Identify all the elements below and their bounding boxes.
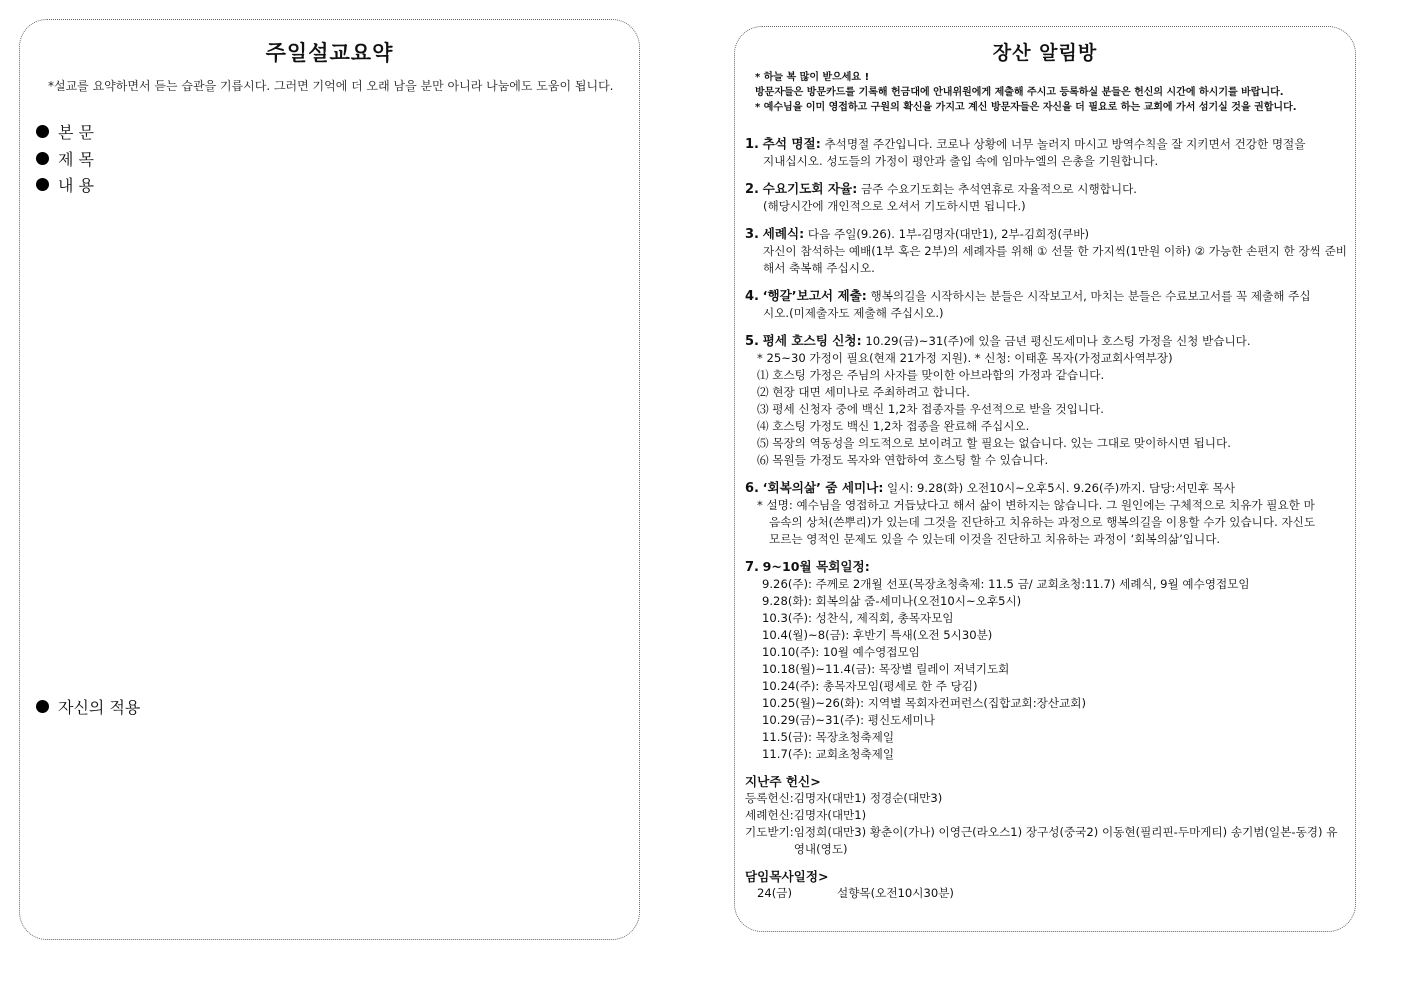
announcement-item-4 (745, 287, 1347, 322)
item-number: 2. (745, 182, 759, 197)
offering-label: 세례헌신: (745, 808, 794, 822)
item-text: (해당시간에 개인적으로 오셔서 기도하시면 됩니다.) (763, 199, 1026, 213)
announcement-list (745, 135, 1347, 912)
notice-line: 방문자들은 방문카드를 기록해 헌금대에 안내위원에게 제출해 주시고 등록하실 분들은 헌신의 시간에 하시기를 바랍니다. (755, 87, 1284, 98)
bullet-dot-icon (36, 700, 49, 713)
bullet-content (36, 173, 94, 196)
item-title: 추석 명절: (762, 136, 821, 151)
item-title: 수요기도회 자율: (762, 181, 858, 196)
item-number: 4. (745, 289, 759, 304)
bullet-scripture (36, 120, 94, 143)
schedule-line: 11.7(주): 교회초청축제일 (762, 747, 895, 761)
item-text: 추석명절 주간입니다. 코로나 상황에 너무 놀러지 마시고 방역수칙을 잘 지키면서 건강한 명절을 (820, 137, 1306, 151)
item-number: 6. (745, 481, 759, 496)
bullet-dot-icon (36, 152, 49, 165)
announcement-item-2 (745, 180, 1347, 215)
schedule-line: 9.26(주): 주께로 2개월 선포(목장초청축제: 11.5 금/ 교회초청:11.7) 세례식, 9월 예수영접모임 (762, 577, 1250, 591)
offering-value: 김명자(대만1) (793, 808, 867, 822)
sub-line: * 25~30 가정이 필요(현재 21가정 지원). * 신청: 이태훈 목자(가정교회사역부장) (757, 351, 1173, 365)
schedule-line: 10.29(금)~31(주): 평신도세미나 (762, 713, 935, 727)
notice-line: * 하늘 복 많이 받으세요 ! (755, 72, 870, 83)
notice-line: * 예수님을 이미 영접하고 구원의 확신을 가지고 계신 방문자들은 자신을 더 필요로 하는 교회에 가서 섬기실 것을 권합니다. (755, 102, 1297, 113)
pastor-schedule-date: 24(금) (757, 886, 792, 900)
bullet-label: 제 목 (58, 150, 94, 169)
pastor-schedule-section (745, 868, 1347, 902)
sub-line: ⑶ 평세 신청자 중에 백신 1,2차 접종자를 우선적으로 받을 것입니다. (757, 402, 1104, 416)
announcement-item-6 (745, 479, 1347, 548)
offering-label: 기도받기: (745, 825, 794, 839)
schedule-line: 10.18(월)~11.4(금): 목장별 릴레이 저녁기도회 (762, 662, 1010, 676)
schedule-line: 10.24(주): 총목자모임(평세로 한 주 당김) (762, 679, 978, 693)
sub-line: ⑴ 호스팅 가정은 주님의 사자를 맞이한 아브라함의 가정과 같습니다. (757, 368, 1105, 382)
item-text: 금주 수요기도회는 추석연휴로 자율적으로 시행합니다. (857, 182, 1137, 196)
sermon-summary-note: *설교를 요약하면서 듣는 습관을 기릅시다. 그러면 기억에 더 오래 남을 분만 아니라 나눔에도 도움이 됩니다. (48, 79, 614, 93)
schedule-line: 10.10(주): 10월 예수영접모임 (762, 645, 920, 659)
item-text: 시오.(미제출자도 제출해 주십시오.) (763, 306, 944, 320)
sub-line: * 설명: 예수님을 영접하고 거듭났다고 해서 삶이 변하지는 않습니다. 그 원인에는 구체적으로 치유가 필요한 마 (757, 498, 1315, 512)
pastor-schedule-row (745, 885, 1347, 902)
sub-line: ⑷ 호스팅 가정도 백신 1,2차 접종을 완료해 주십시오. (757, 419, 1030, 433)
item-title: 9~10월 목회일정: (762, 559, 870, 574)
sub-line: ⑸ 목장의 역동성을 의도적으로 보이려고 할 필요는 없습니다. 있는 그대로 맞이하시면 됩니다. (757, 436, 1231, 450)
offering-section (745, 773, 1347, 858)
item-text: 지내십시오. 성도들의 가정이 평안과 출입 속에 임마누엘의 은총을 기원합니다. (763, 154, 1159, 168)
item-title: ‘회복의삶’ 줌 세미나: (762, 480, 884, 495)
item-text: 자신이 참석하는 예배(1부 혹은 2부)의 세례자를 위해 ① 선물 한 가지씩(1만원 이하) ② 가능한 손편지 한 장씩 준비해서 축복해 주십시오. (763, 244, 1347, 275)
schedule-line: 9.28(화): 회복의삶 줌-세미나(오전10시~오후5시) (762, 594, 1022, 608)
announcement-item-5 (745, 332, 1347, 469)
item-number: 1. (745, 137, 759, 152)
item-text: 일시: 9.28(화) 오전10시~오후5시. 9.26(주)까지. 담당:서민후 목사 (883, 481, 1236, 495)
bullet-dot-icon (36, 178, 49, 191)
offering-value: 임정희(대만3) 황춘이(가나) 이영근(라오스1) 장구성(중국2) 이동현(필리핀-두마게티) 송기범(일본-동경) 유영내(영도) (793, 825, 1338, 856)
item-title: 세례식: (762, 226, 805, 241)
item-title: 평세 호스팅 신청: (762, 333, 862, 348)
offering-row (745, 824, 1347, 858)
schedule-line: 10.25(월)~26(화): 지역별 목회자컨퍼런스(집합교회:장산교회) (762, 696, 1086, 710)
bullet-label: 본 문 (58, 123, 94, 142)
sermon-summary-title: 주일설교요약 (265, 41, 394, 65)
bullet-dot-icon (36, 125, 49, 138)
pastor-schedule-event: 설향목(오전10시30분) (837, 886, 954, 900)
item-number: 7. (745, 560, 759, 575)
offering-title: 지난주 헌신> (745, 774, 821, 789)
announcement-item-7 (745, 558, 1347, 763)
item-text: 다음 주일(9.26). 1부-김명자(대만1), 2부-김희정(쿠바) (804, 227, 1089, 241)
bullet-title (36, 147, 94, 170)
item-number: 5. (745, 334, 759, 349)
visitor-notice (755, 70, 1335, 115)
sub-line: ⑹ 목원들 가정도 목자와 연합하여 호스팅 할 수 있습니다. (757, 453, 1049, 467)
sermon-summary-panel (19, 19, 640, 940)
offering-row (745, 790, 1347, 807)
announcement-item-3 (745, 225, 1347, 277)
item-text: 모르는 영적인 문제도 있을 수 있는데 이것을 진단하고 치유하는 과정이 ‘회복의삶’입니다. (769, 532, 1221, 546)
item-number: 3. (745, 227, 759, 242)
announcements-panel (734, 26, 1356, 932)
bullet-label: 자신의 적용 (58, 698, 141, 717)
item-text: 음속의 상처(쓴뿌리)가 있는데 그것을 진단하고 치유하는 과정으로 행복의길을 이용할 수가 있습니다. 자신도 (769, 515, 1316, 529)
item-text: 10.29(금)~31(주)에 있을 금년 평신도세미나 호스팅 가정을 신청 받습니다. (861, 334, 1251, 348)
item-title: ‘행갈’보고서 제출: (762, 288, 867, 303)
announcement-item-1 (745, 135, 1347, 170)
offering-label: 등록헌신: (745, 791, 794, 805)
schedule-line: 11.5(금): 목장초청축제일 (762, 730, 895, 744)
offering-row (745, 807, 1347, 824)
bullet-application (36, 695, 140, 718)
pastor-schedule-title: 담임목사일정> (745, 869, 829, 884)
item-text: 행복의길을 시작하시는 분들은 시작보고서, 마치는 분들은 수료보고서를 꼭 제출해 주십 (866, 289, 1311, 303)
schedule-line: 10.4(월)~8(금): 후반기 특새(오전 5시30분) (762, 628, 993, 642)
offering-value: 김명자(대만1) 정경순(대만3) (793, 791, 943, 805)
schedule-line: 10.3(주): 성찬식, 제직회, 총목자모임 (762, 611, 954, 625)
sub-line: ⑵ 현장 대면 세미나로 주최하려고 합니다. (757, 385, 970, 399)
announcements-title: 장산 알림방 (992, 42, 1098, 64)
bullet-label: 내 용 (58, 176, 94, 195)
